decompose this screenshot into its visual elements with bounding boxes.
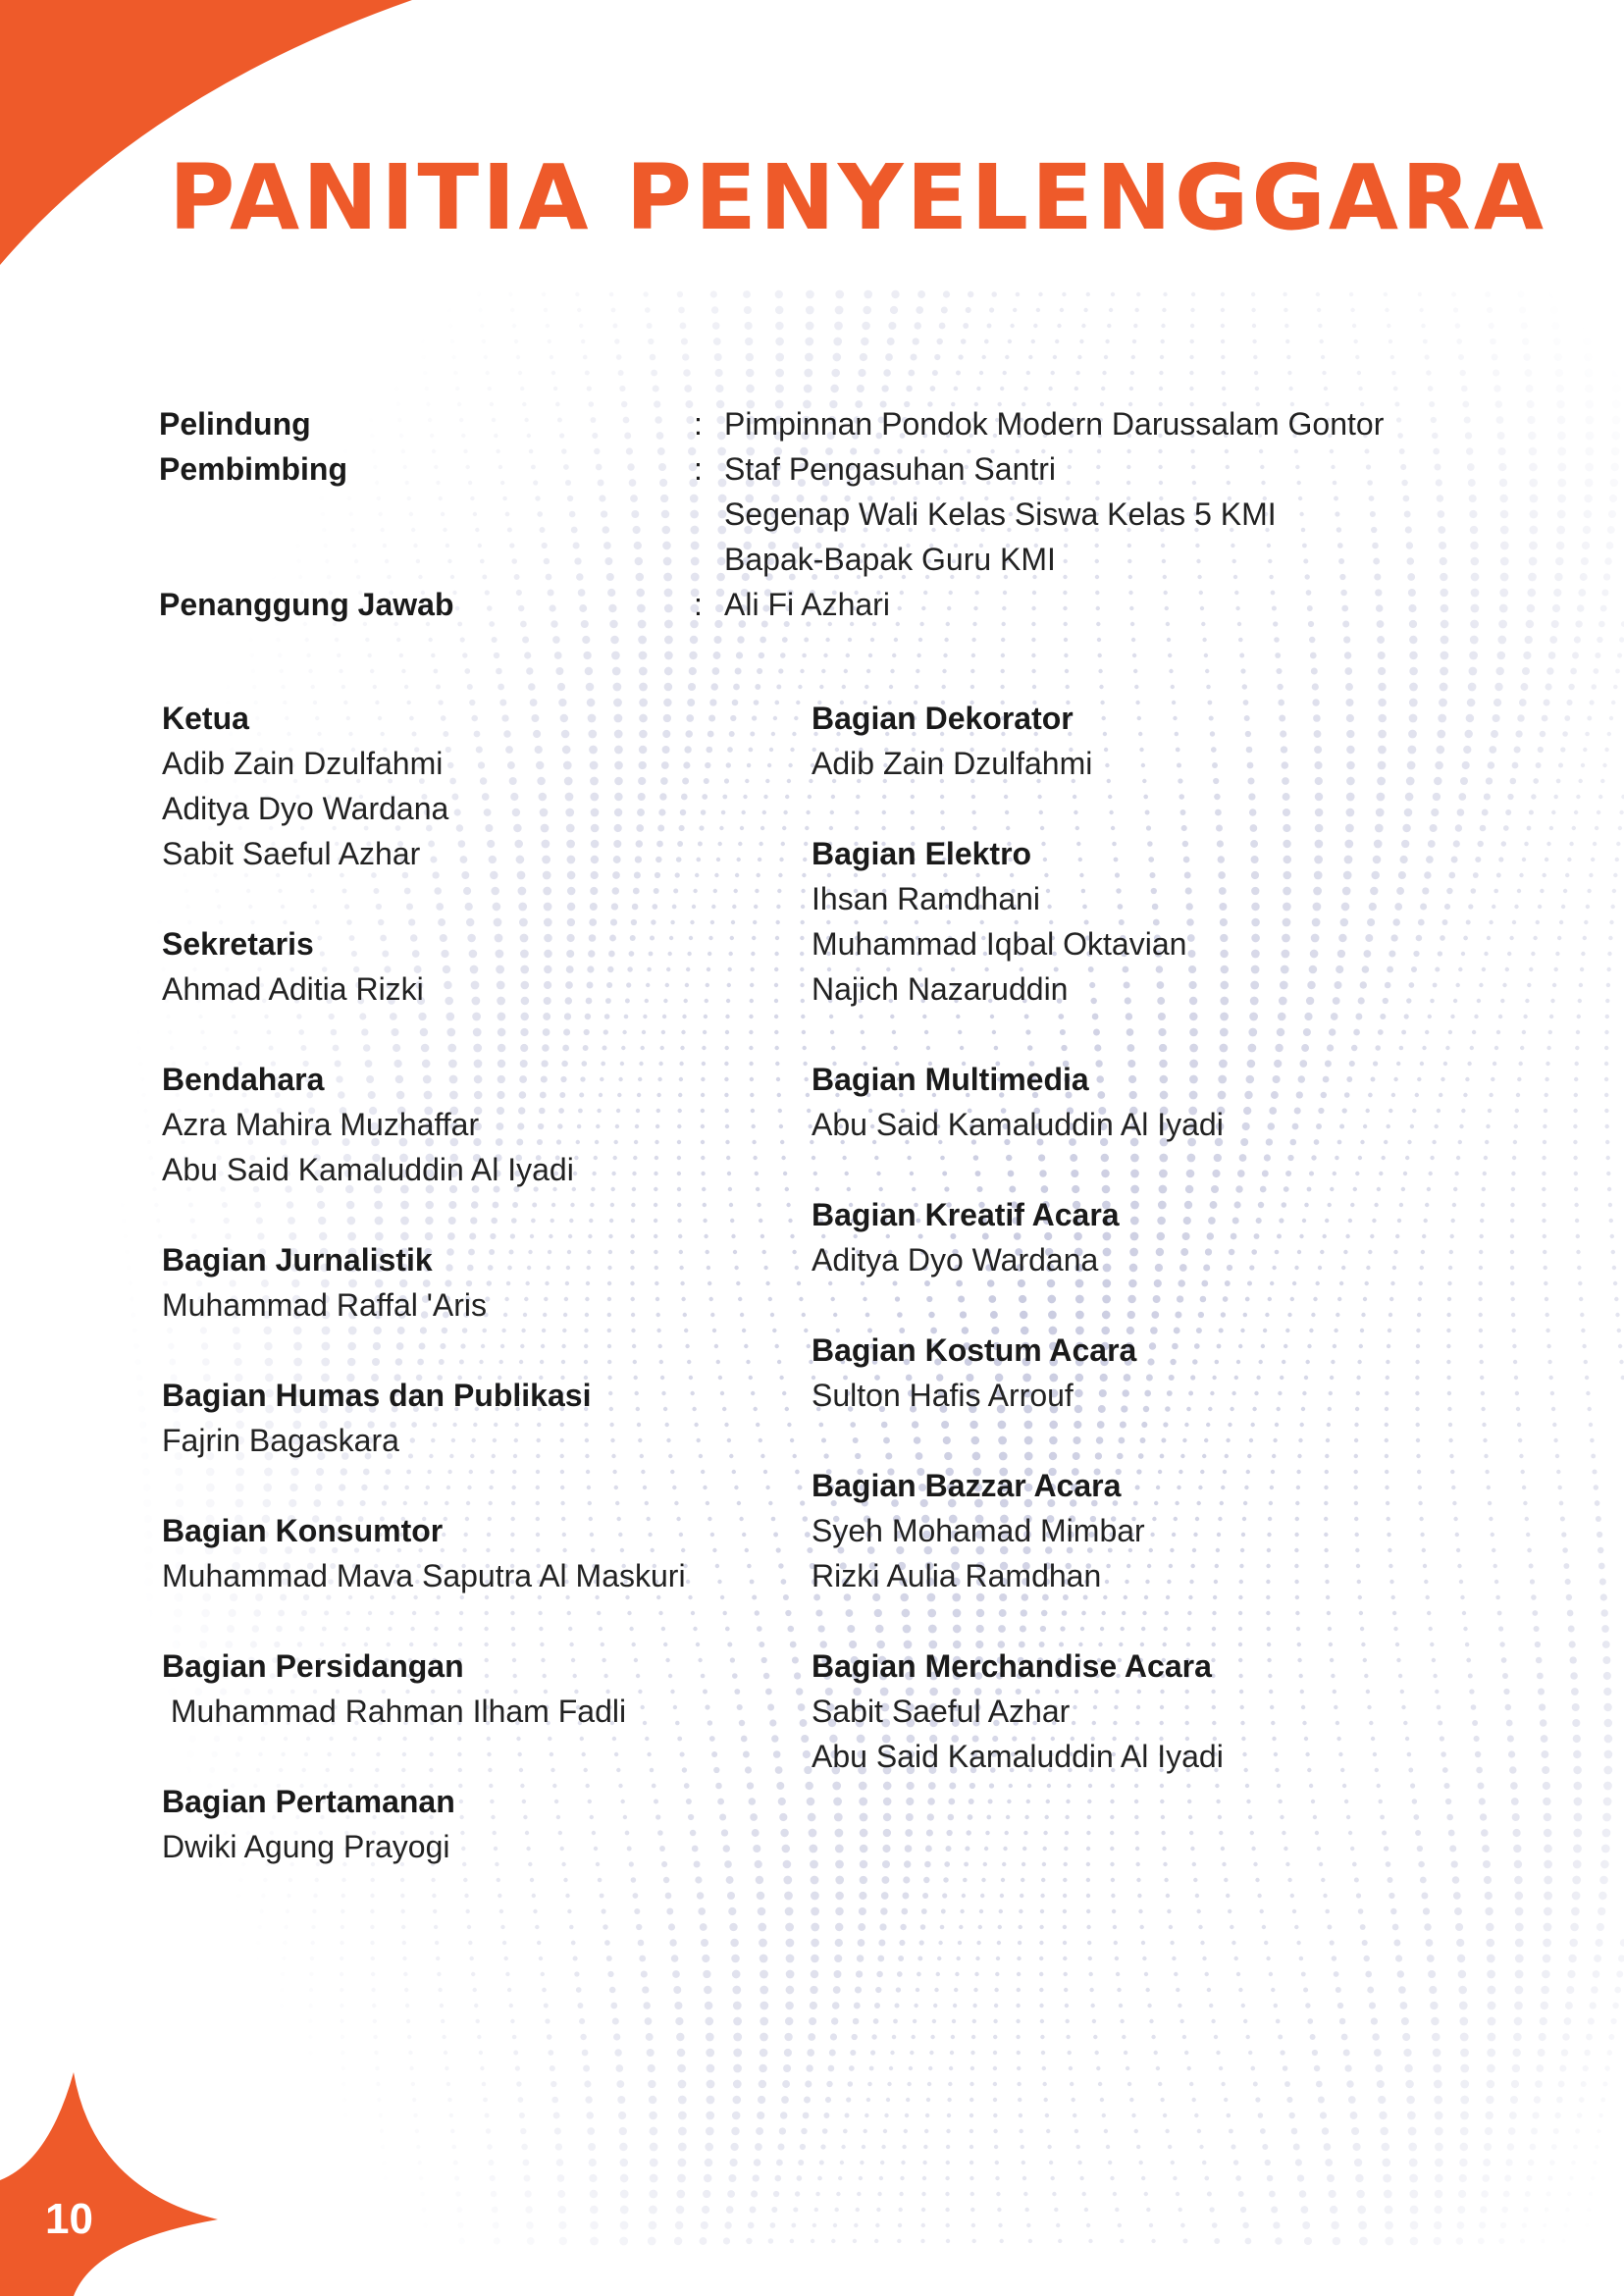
section-jurnalistik (162, 1237, 751, 1328)
patron-value: Segenap Wali Kelas Siswa Kelas 5 KMI (724, 496, 1277, 532)
page-title: PANITIA PENYELENGGARA (169, 145, 1547, 250)
section-title: Bagian Persidangan (162, 1648, 464, 1684)
member-name: Azra Mahira Muzhaffar (162, 1107, 480, 1142)
section-title: Sekretaris (162, 926, 314, 962)
section-bazzar-acara (812, 1463, 1498, 1598)
section-title: Bagian Jurnalistik (162, 1242, 433, 1278)
section-dekorator (812, 696, 1498, 786)
member-name: Abu Said Kamaluddin Al Iyadi (162, 1152, 574, 1187)
section-title: Bagian Bazzar Acara (812, 1468, 1122, 1503)
patron-role: Penanggung Jawab (159, 587, 454, 622)
member-name: Ahmad Aditia Rizki (162, 971, 424, 1007)
section-sekretaris (162, 921, 751, 1012)
separator-colon: : (694, 451, 703, 487)
section-merchandise-acara (812, 1644, 1498, 1779)
section-kreatif-acara (812, 1192, 1498, 1282)
member-name: Syeh Mohamad Mimbar (812, 1513, 1145, 1548)
member-name: Aditya Dyo Wardana (812, 1242, 1099, 1278)
committee-left-column (162, 696, 751, 1914)
section-humas-publikasi (162, 1373, 751, 1463)
member-name: Rizki Aulia Ramdhan (812, 1558, 1102, 1593)
section-ketua (162, 696, 751, 876)
corner-star-bottom (0, 2072, 226, 2296)
section-title: Bagian Merchandise Acara (812, 1648, 1212, 1684)
section-title: Bagian Multimedia (812, 1062, 1089, 1097)
member-name: Ihsan Ramdhani (812, 881, 1041, 916)
patron-role: Pembimbing (159, 451, 348, 487)
member-name: Najich Nazaruddin (812, 971, 1069, 1007)
patron-value: Staf Pengasuhan Santri (724, 451, 1057, 487)
member-name: Sulton Hafis Arrouf (812, 1378, 1074, 1413)
section-persidangan (162, 1644, 751, 1734)
patron-value: Pimpinnan Pondok Modern Darussalam Gontor (724, 406, 1385, 442)
page-number: 10 (45, 2195, 93, 2243)
section-title: Bagian Elektro (812, 836, 1032, 871)
section-title: Bagian Pertamanan (162, 1784, 455, 1819)
section-bendahara (162, 1057, 751, 1192)
patron-value: Bapak-Bapak Guru KMI (724, 542, 1056, 577)
member-name: Sabit Saeful Azhar (162, 836, 421, 871)
separator-colon: : (694, 587, 703, 622)
section-title: Bendahara (162, 1062, 325, 1097)
patron-value: Ali Fi Azhari (724, 587, 890, 622)
patron-row-penanggung-jawab (159, 582, 1454, 627)
section-konsumtor (162, 1508, 751, 1598)
member-name: Adib Zain Dzulfahmi (162, 746, 444, 781)
section-multimedia (812, 1057, 1498, 1147)
member-name: Muhammad Rahman Ilham Fadli (162, 1694, 627, 1729)
member-name: Abu Said Kamaluddin Al Iyadi (812, 1107, 1224, 1142)
member-name: Adib Zain Dzulfahmi (812, 746, 1093, 781)
section-kostum-acara (812, 1328, 1498, 1418)
member-name: Fajrin Bagaskara (162, 1423, 399, 1458)
patron-row-pelindung (159, 401, 1454, 446)
member-name: Muhammad Iqbal Oktavian (812, 926, 1187, 962)
member-name: Aditya Dyo Wardana (162, 791, 449, 826)
member-name: Dwiki Agung Prayogi (162, 1829, 450, 1864)
separator-colon: : (694, 406, 703, 442)
patron-row-pembimbing (159, 446, 1454, 582)
section-title: Bagian Kostum Acara (812, 1332, 1137, 1368)
member-name: Abu Said Kamaluddin Al Iyadi (812, 1739, 1224, 1774)
section-title: Bagian Konsumtor (162, 1513, 444, 1548)
section-pertamanan (162, 1779, 751, 1869)
section-elektro (812, 831, 1498, 1012)
committee-right-column (812, 696, 1498, 1824)
member-name: Muhammad Raffal 'Aris (162, 1287, 487, 1323)
section-title: Bagian Kreatif Acara (812, 1197, 1120, 1232)
patron-role: Pelindung (159, 406, 311, 442)
patron-list (159, 401, 1454, 627)
section-title: Bagian Humas dan Publikasi (162, 1378, 592, 1413)
member-name: Muhammad Mava Saputra Al Maskuri (162, 1558, 686, 1593)
section-title: Ketua (162, 701, 249, 736)
member-name: Sabit Saeful Azhar (812, 1694, 1071, 1729)
section-title: Bagian Dekorator (812, 701, 1074, 736)
